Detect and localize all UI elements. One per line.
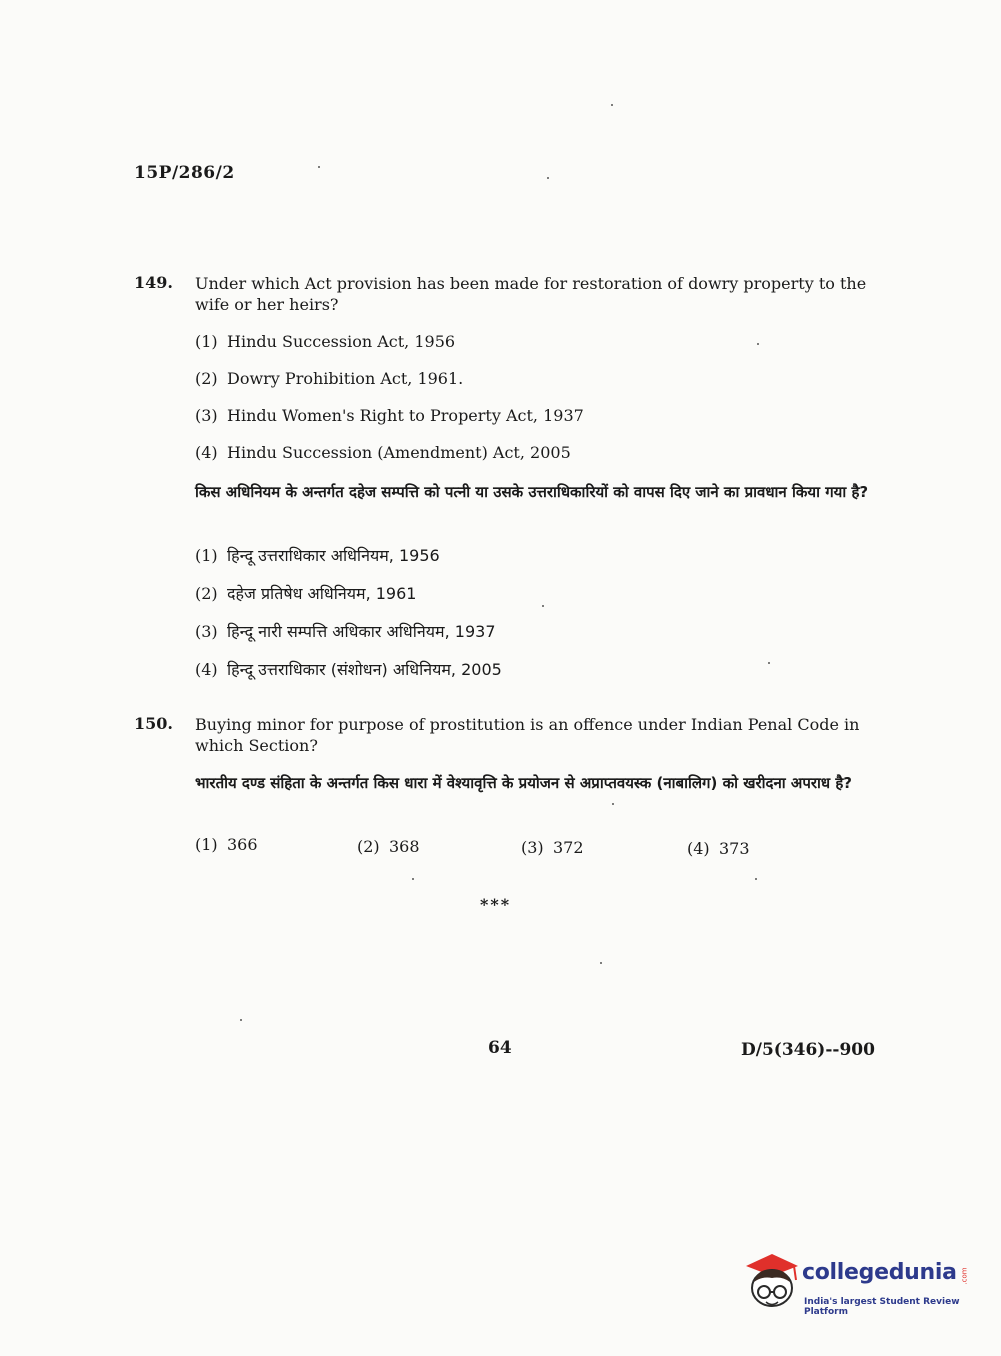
scan-speck xyxy=(542,605,544,607)
option-number: (2) xyxy=(195,369,218,388)
question-number: 150. xyxy=(134,714,173,733)
question-text: Buying minor for purpose of prostitution is an offence under Indian Penal Code in which Section? xyxy=(195,715,860,755)
option-number: (2) xyxy=(195,584,218,603)
scan-speck xyxy=(240,1019,242,1021)
option-item xyxy=(521,838,584,857)
option-number: (1) xyxy=(195,835,218,854)
option-number: (3) xyxy=(521,838,544,857)
paper-code: 15P/286/2 xyxy=(134,163,235,183)
brand-name: collegedunia xyxy=(802,1260,957,1285)
option-number: (2) xyxy=(357,837,380,856)
option-label: हिन्दू उत्तराधिकार (संशोधन) अधिनियम, 2005 xyxy=(227,660,502,679)
option-label: हिन्दू उत्तराधिकार अधिनियम, 1956 xyxy=(227,546,440,565)
scan-speck xyxy=(547,177,549,179)
option-label: 366 xyxy=(227,835,258,854)
brand-tagline: India's largest Student Review Platform xyxy=(804,1297,960,1317)
hindi-option-item xyxy=(195,582,416,604)
option-item xyxy=(195,332,455,351)
student-mascot-icon xyxy=(746,1254,798,1306)
option-item xyxy=(357,837,420,856)
option-label: 368 xyxy=(389,837,420,856)
option-item xyxy=(195,369,463,388)
hindi-question-text: किस अधिनियम के अन्तर्गत दहेज सम्पत्ति को पत्नी या उसके उत्तराधिकारियों को वापस दिए जाने का प्रावधान किया गया है? xyxy=(195,483,869,501)
option-number: (4) xyxy=(687,839,710,858)
scan-speck xyxy=(611,104,613,106)
option-item xyxy=(195,835,258,854)
end-marker: *** xyxy=(480,895,512,914)
hindi-option-item xyxy=(195,544,440,566)
option-number: (3) xyxy=(195,406,218,425)
option-number: (3) xyxy=(195,622,218,641)
hindi-question-text: भारतीय दण्ड संहिता के अन्तर्गत किस धारा में वेश्यावृत्ति के प्रयोजन से अप्राप्तवयस्क (नाबालिग) को खरीदना अपराध है? xyxy=(195,774,853,792)
option-label: दहेज प्रतिषेध अधिनियम, 1961 xyxy=(227,584,417,603)
option-label: Dowry Prohibition Act, 1961. xyxy=(227,369,464,388)
brand-dotcom: .com xyxy=(960,1267,969,1285)
option-label: हिन्दू नारी सम्पत्ति अधिकार अधिनियम, 1937 xyxy=(227,622,496,641)
scan-speck xyxy=(412,878,414,880)
option-label: Hindu Women's Right to Property Act, 1937 xyxy=(227,406,584,425)
question-number: 149. xyxy=(134,273,173,292)
scan-speck xyxy=(318,166,320,168)
scan-speck xyxy=(768,662,770,664)
option-item xyxy=(687,839,750,858)
option-item xyxy=(195,443,571,462)
scan-speck xyxy=(755,878,757,880)
question-text: Under which Act provision has been made for restoration of dowry property to the wife or her heirs? xyxy=(195,274,867,314)
option-label: 373 xyxy=(719,839,750,858)
scan-speck xyxy=(600,962,602,964)
scan-speck xyxy=(757,343,759,345)
option-label: Hindu Succession Act, 1956 xyxy=(227,332,456,351)
option-item xyxy=(195,406,584,425)
option-number: (1) xyxy=(195,332,218,351)
hindi-option-item xyxy=(195,658,502,680)
option-label: Hindu Succession (Amendment) Act, 2005 xyxy=(227,443,571,462)
hindi-option-item xyxy=(195,620,496,642)
option-number: (4) xyxy=(195,660,218,679)
scan-speck xyxy=(612,803,614,805)
print-code: D/5(346)--900 xyxy=(741,1040,875,1060)
option-number: (4) xyxy=(195,443,218,462)
option-number: (1) xyxy=(195,546,218,565)
page-number: 64 xyxy=(488,1038,512,1058)
option-label: 372 xyxy=(553,838,584,857)
